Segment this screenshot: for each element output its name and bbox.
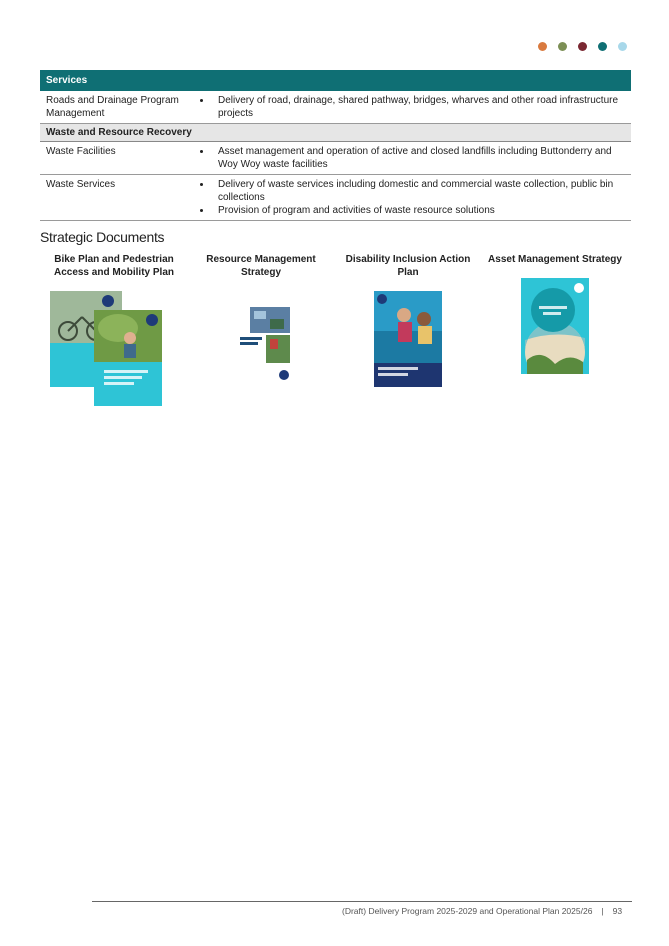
accent-dot (558, 42, 567, 51)
asset-cover-art (521, 278, 589, 374)
bullet-item: • Provision of program and activities of waste resource solutions (212, 204, 625, 217)
table-row (40, 142, 631, 175)
doc-label-resource-strategy: Resource Management Strategy (206, 254, 316, 278)
pedestrian-plan-cover[interactable] (94, 310, 162, 406)
footer-separator: | (601, 906, 604, 916)
doc-label-disability-plan: Disability Inclusion Action Plan (345, 254, 471, 278)
pedestrian-cover-art (94, 310, 162, 406)
resource-cover-art (238, 305, 292, 381)
strategic-documents-title: Strategic Documents (40, 229, 165, 245)
page-footer (342, 906, 622, 916)
table-row (40, 91, 631, 124)
accent-dot (618, 42, 627, 51)
services-table (40, 70, 631, 221)
waste-subheader: Waste and Resource Recovery (40, 124, 631, 142)
footer-title: (Draft) Delivery Program 2025-2029 and Operational Plan 2025/26 (342, 906, 593, 916)
accent-dot (578, 42, 587, 51)
accent-dot (598, 42, 607, 51)
asset-strategy-cover[interactable] (521, 278, 589, 374)
accent-dots (538, 42, 627, 51)
bullet-item: • Delivery of waste services including domestic and commercial waste collection, public bin collections (212, 178, 625, 204)
disability-plan-cover[interactable] (374, 291, 442, 387)
page-number: 93 (612, 906, 623, 916)
service-name: Waste Facilities (40, 142, 187, 175)
service-name: Waste Services (40, 175, 187, 221)
accent-dot (538, 42, 547, 51)
services-header-row (40, 70, 631, 91)
services-header: Services (40, 70, 631, 91)
footer-divider (92, 901, 632, 902)
service-description (187, 142, 631, 175)
service-description (187, 91, 631, 124)
bullet-item: • Delivery of road, drainage, shared pathway, bridges, wharves and other road infrastructure projects (212, 94, 625, 120)
resource-strategy-cover[interactable] (238, 305, 292, 381)
service-name: Roads and Drainage Program Management (40, 91, 187, 124)
disability-cover-art (374, 291, 442, 387)
doc-label-bike-plan: Bike Plan and Pedestrian Access and Mobility Plan (53, 254, 175, 278)
table-row (40, 175, 631, 221)
doc-label-asset-strategy: Asset Management Strategy (488, 254, 622, 265)
service-description (187, 175, 631, 221)
subheader-row (40, 124, 631, 142)
bullet-item: • Asset management and operation of active and closed landfills including Buttonderry and Woy Woy waste facilities (212, 145, 625, 171)
